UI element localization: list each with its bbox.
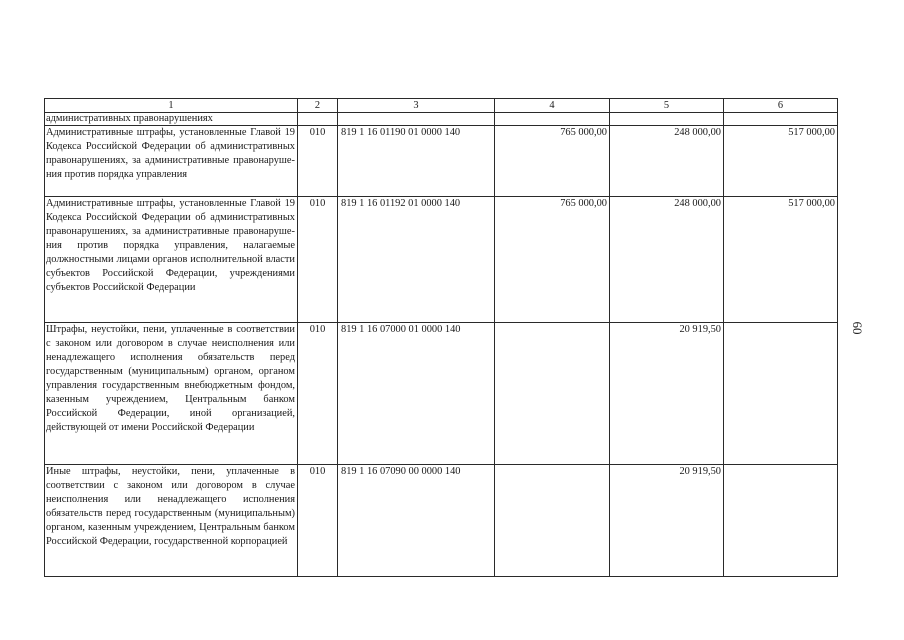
header-col-4: 4 bbox=[495, 99, 610, 113]
table-row bbox=[45, 113, 838, 126]
budget-table bbox=[44, 98, 838, 577]
row-col5-value: 248 000,00 bbox=[610, 197, 724, 323]
row-col5-value: 248 000,00 bbox=[610, 126, 724, 197]
table-row bbox=[45, 465, 838, 577]
row-col6-value bbox=[724, 113, 838, 126]
row-kbk-code: 819 1 16 07090 00 0000 140 bbox=[338, 465, 495, 577]
row-col4-value bbox=[495, 323, 610, 465]
row-line-code: 010 bbox=[298, 197, 338, 323]
row-line-code bbox=[298, 113, 338, 126]
row-description: Административные штрафы, установленные Главой 19 Кодекса Российской Федерации об административных правонарушениях, за административные правонарушения против порядка управления bbox=[45, 126, 298, 197]
table-row bbox=[45, 126, 838, 197]
table-row bbox=[45, 323, 838, 465]
row-col6-value bbox=[724, 323, 838, 465]
row-description: Иные штрафы, неустойки, пени, уплаченные в соответствии с законом или договором в случае неисполнения или ненадлежащего исполнения обязательств перед государственным (муниципальным) органом, казенным учреждением, Центральным банком Российской Федерации, государственной корпорацией bbox=[45, 465, 298, 577]
row-line-code: 010 bbox=[298, 465, 338, 577]
page-number: 60 bbox=[850, 321, 865, 335]
table-row bbox=[45, 197, 838, 323]
header-col-1: 1 bbox=[45, 99, 298, 113]
row-kbk-code: 819 1 16 07000 01 0000 140 bbox=[338, 323, 495, 465]
header-col-2: 2 bbox=[298, 99, 338, 113]
row-kbk-code: 819 1 16 01192 01 0000 140 bbox=[338, 197, 495, 323]
header-col-3: 3 bbox=[338, 99, 495, 113]
row-description: Штрафы, неустойки, пени, уплаченные в соответствии с законом или договором в случае неисполнения или ненадлежащего исполнения обязательств перед государственным (муниципальным) органом, органом управления государственным внебюджетным фондом, казенным учреждением, Центральным банком Российской Федерации, иной организацией, действующей от имени Российской Федерации bbox=[45, 323, 298, 465]
row-kbk-code: 819 1 16 01190 01 0000 140 bbox=[338, 126, 495, 197]
row-description: административных правонарушениях bbox=[45, 113, 298, 126]
row-col5-value: 20 919,50 bbox=[610, 465, 724, 577]
row-col6-value: 517 000,00 bbox=[724, 126, 838, 197]
table-header-row bbox=[45, 99, 838, 113]
header-col-6: 6 bbox=[724, 99, 838, 113]
row-col4-value bbox=[495, 113, 610, 126]
row-col4-value: 765 000,00 bbox=[495, 197, 610, 323]
row-line-code: 010 bbox=[298, 126, 338, 197]
header-col-5: 5 bbox=[610, 99, 724, 113]
row-col5-value: 20 919,50 bbox=[610, 323, 724, 465]
row-line-code: 010 bbox=[298, 323, 338, 465]
row-description: Административные штрафы, установленные Главой 19 Кодекса Российской Федерации об административных правонарушениях, за административные правонарушения против порядка управления, налагаемые должностными лицами органов исполнительной власти субъектов Российской Федерации, учреждениями субъектов Российской Федерации bbox=[45, 197, 298, 323]
row-kbk-code bbox=[338, 113, 495, 126]
row-col5-value bbox=[610, 113, 724, 126]
row-col4-value: 765 000,00 bbox=[495, 126, 610, 197]
row-col6-value bbox=[724, 465, 838, 577]
row-col6-value: 517 000,00 bbox=[724, 197, 838, 323]
row-col4-value bbox=[495, 465, 610, 577]
